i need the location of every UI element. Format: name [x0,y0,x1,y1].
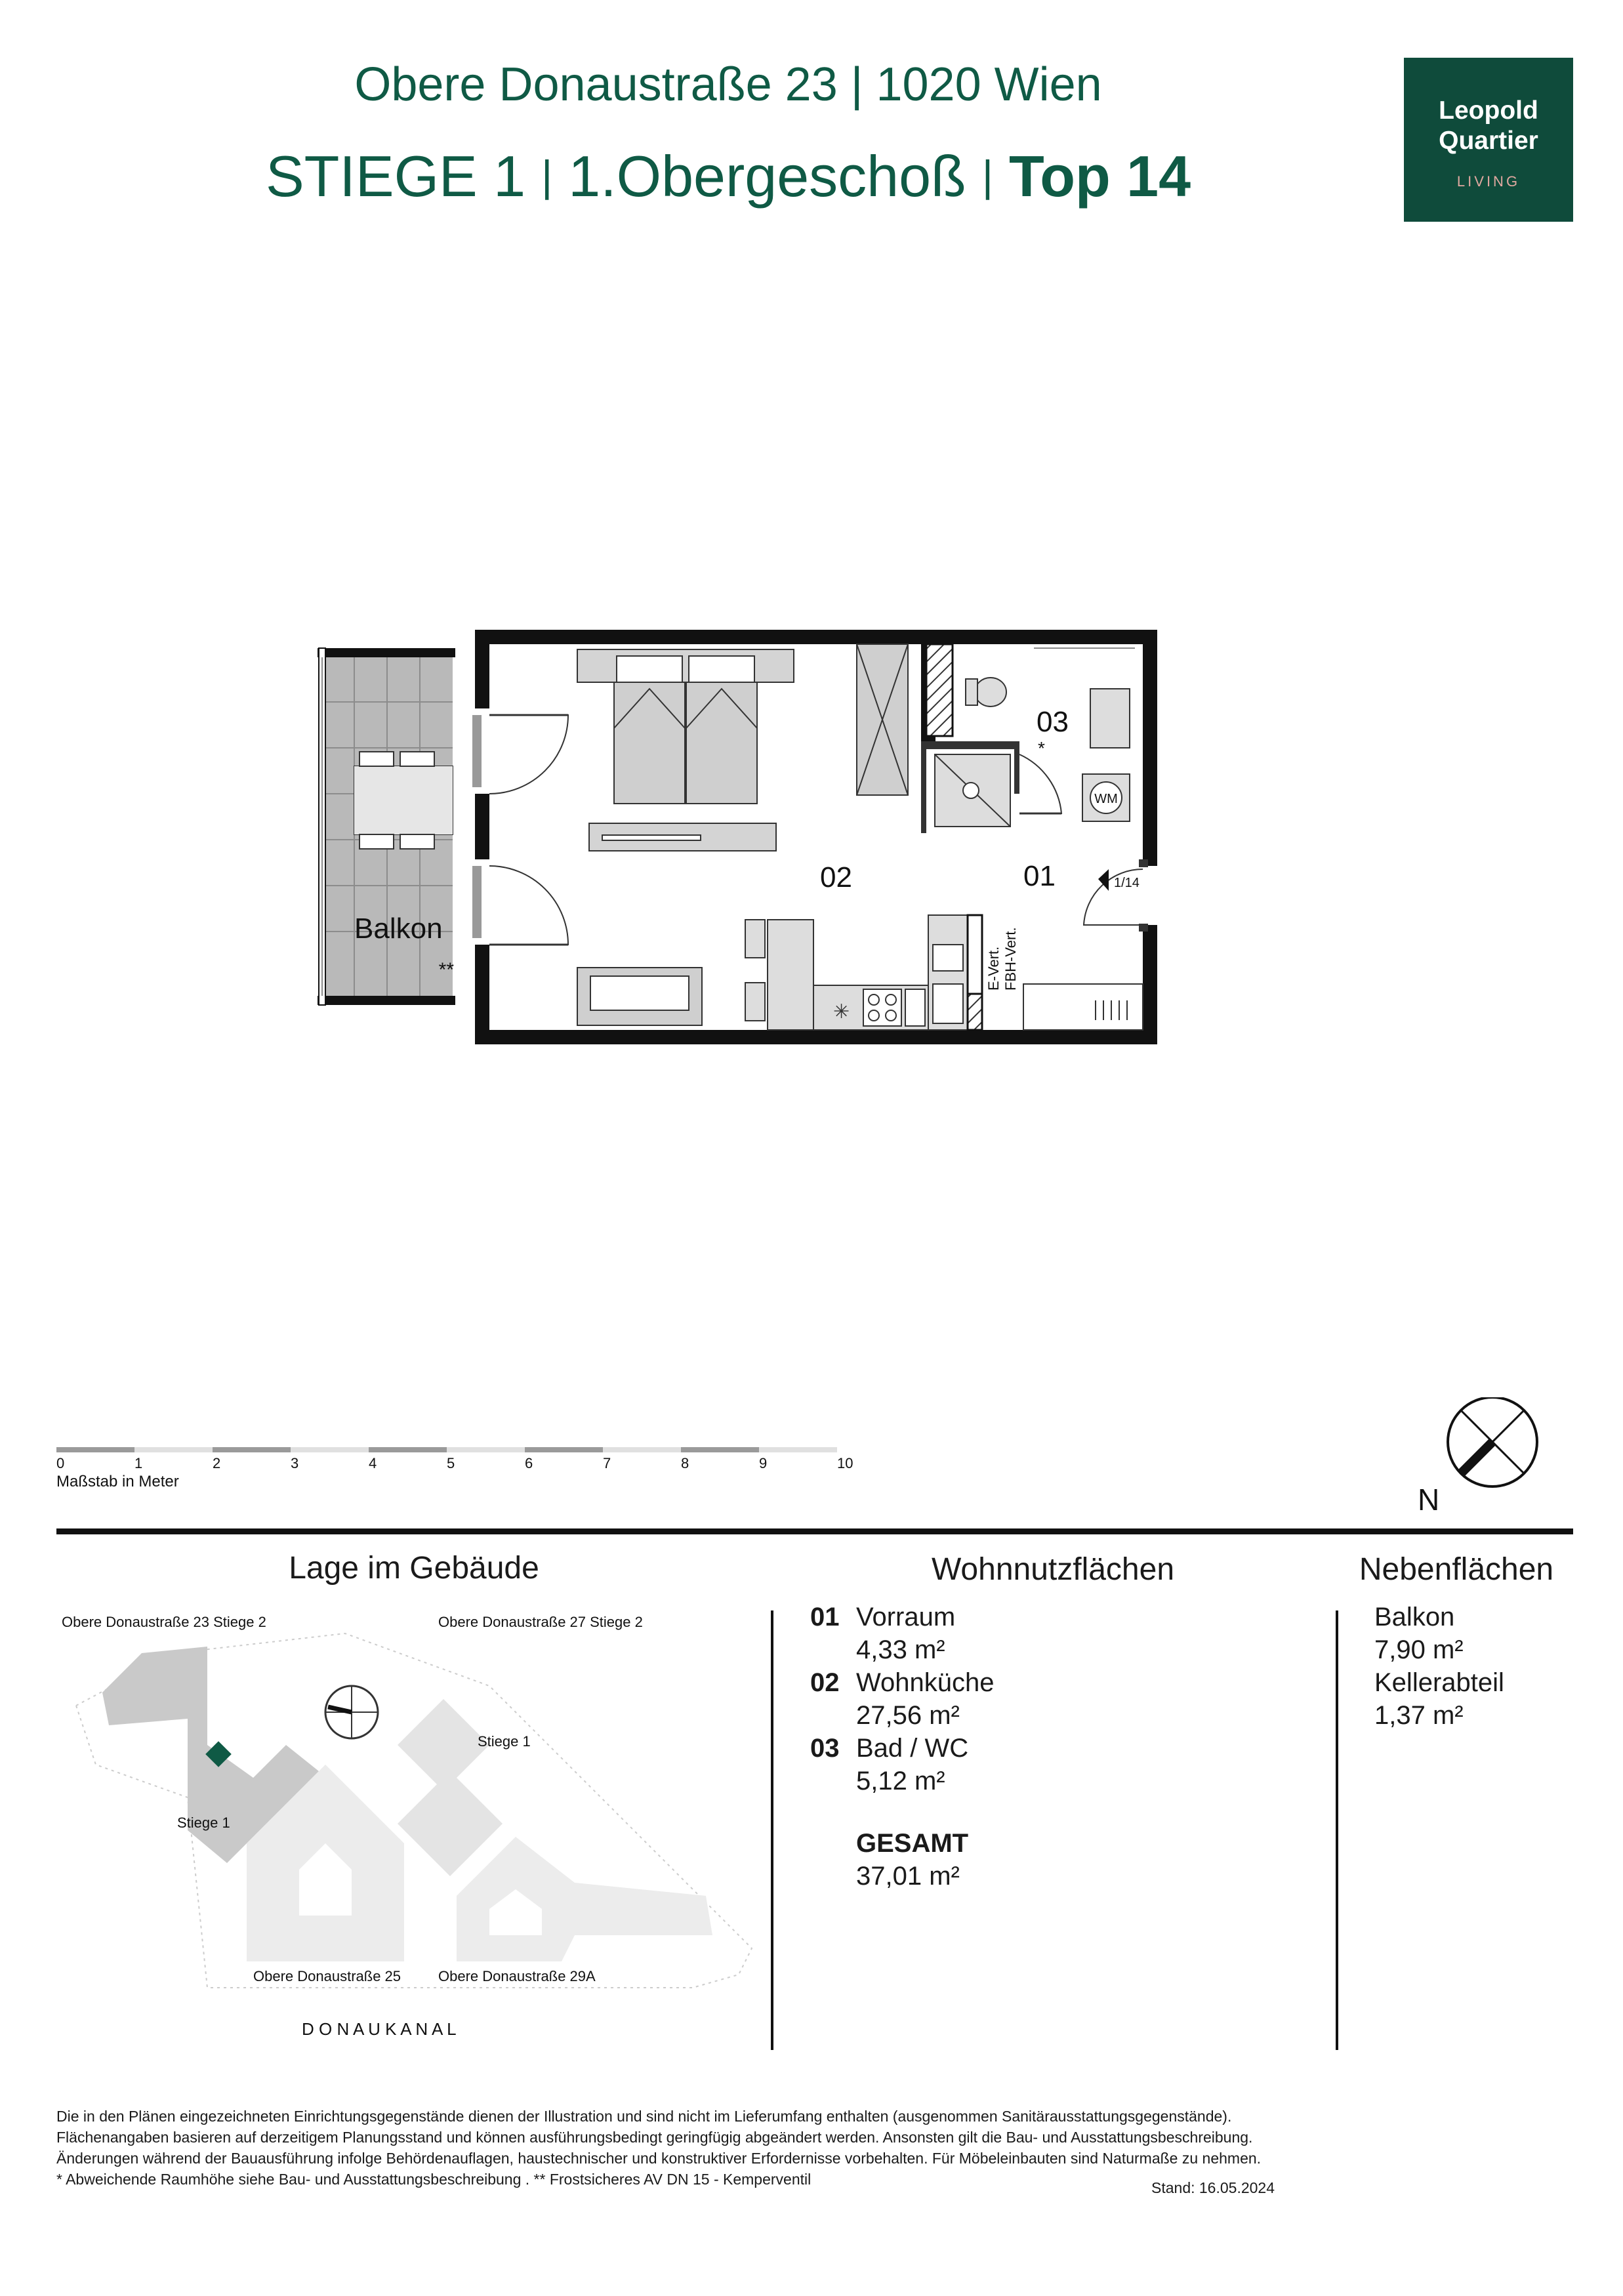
frost-valve-mark: ** [438,959,454,981]
sofa [577,968,702,1025]
scale-segments [56,1447,837,1452]
stand-date: Stand: 16.05.2024 [1151,2179,1275,2196]
wardrobe [857,644,908,795]
balcony [318,648,455,1005]
floor-label: 1.Obergeschoß [568,144,966,209]
kitchen [745,915,968,1030]
washing-machine-label: WM [1094,792,1118,806]
neben-name: Balkon [1374,1603,1455,1631]
shoe-cabinet [1023,984,1143,1030]
room-area: 27,56 m² [856,1701,960,1730]
room-area: 4,33 m² [856,1635,945,1664]
scale-tick-label: 0 [56,1455,65,1471]
ceiling-height-mark: * [1038,738,1045,758]
scale-bar [56,1443,883,1496]
north-compass-icon [1407,1397,1551,1515]
disclaimer-line: * Abweichende Raumhöhe siehe Bau- und Ausstattungsbeschreibung . ** Frostsicheres AV DN 15 - Kemperventil [56,2171,812,2188]
top-number: Top 14 [1008,144,1191,209]
bathroom [935,648,1135,827]
svg-text:✳: ✳ [833,1001,850,1023]
label-stiege1-left: Stiege 1 [177,1814,230,1831]
neben-area: 1,37 m² [1374,1701,1464,1730]
title-separator: | [981,152,993,200]
lage-heading: Lage im Gebäude [289,1551,539,1586]
scale-tick-label: 5 [447,1455,455,1471]
label-stiege1-right: Stiege 1 [478,1733,531,1750]
wohnflaechen-heading: Wohnnutzflächen [931,1552,1175,1587]
logo-line1: Leopold [1439,96,1538,125]
fbh-vert-label: FBH-Vert. [1002,927,1019,991]
scale-label: Maßstab in Meter [56,1473,179,1490]
room-name: Wohnküche [856,1668,995,1697]
entrance-label: 1/14 [1114,876,1140,890]
column-divider [1336,1610,1338,2050]
logo-line3: LIVING [1456,173,1521,190]
label-donaukanal: D O N A U K A N A L [302,2019,457,2039]
site-compass-icon [325,1686,378,1738]
room-entry [810,1601,995,1633]
scale-tick-label: 9 [759,1455,768,1471]
label-od27-stiege2: Obere Donaustraße 27 Stiege 2 [438,1614,643,1630]
label-od23-stiege2: Obere Donaustraße 23 Stiege 2 [62,1614,266,1630]
north-label: N [1418,1483,1440,1515]
room-number: 02 [810,1668,840,1697]
logo-line2: Quartier [1439,127,1538,155]
label-od25: Obere Donaustraße 25 [253,1968,401,1984]
neben-area: 7,90 m² [1374,1635,1464,1664]
disclaimer [56,2106,1261,2190]
building-od27 [398,1699,503,1876]
room-number-02: 02 [820,861,852,893]
room-number: 03 [810,1734,840,1763]
scale-tick-label: 4 [369,1455,377,1471]
column-divider [771,1610,773,2050]
double-bed [577,649,794,804]
scale-tick-label: 7 [603,1455,611,1471]
neben-list [1374,1601,1504,1732]
brand-logo [1404,58,1573,222]
site-plan [56,1607,765,2053]
scale-tick-label: 2 [213,1455,221,1471]
distribution-shaft [968,915,1019,1030]
scale-tick-label: 6 [525,1455,533,1471]
room-area: 5,12 m² [856,1767,945,1795]
building-od29a [457,1837,712,1961]
scale-tick-label: 10 [837,1455,853,1471]
disclaimer-line: Änderungen während der Bauausführung infolge Behördenauflagen, haustechnischer und konstruktiver Erfordernisse vorbehalten. Für Möbeleinbauten sind Naturmaße zu nehmen. [56,2150,1262,2167]
disclaimer-line: Die in den Plänen eingezeichneten Einrichtungsgegenstände dienen der Illustration und sind nicht im Lieferumfang enthalten (ausgenommen Sanitärausstattungsgegenstände). [56,2108,1232,2125]
entrance-door [1084,859,1157,932]
service-shaft [926,644,953,736]
room-number: 01 [810,1603,840,1631]
scale-tick-label: 8 [681,1455,689,1471]
room-entry [810,1666,995,1699]
total-area: 37,01 m² [856,1862,960,1891]
neben-name: Kellerabteil [1374,1668,1504,1697]
floor-plan [308,617,1174,1050]
room-name: Vorraum [856,1603,956,1631]
sideboard [589,823,776,851]
disclaimer-line: Flächenangaben basieren auf derzeitigem Planungsstand und können ausführungsbedingt geringfügig abgeändert werden. Ansonsten gilt die Bau- und Ausstattungsbeschreibung. [56,2129,1253,2146]
scale-tick-label: 3 [291,1455,299,1471]
section-divider [56,1528,1573,1534]
e-vert-label: E-Vert. [985,946,1002,991]
room-entry [810,1732,995,1765]
scale-tick-label: 1 [134,1455,143,1471]
stiege-label: STIEGE 1 [265,144,526,209]
title-separator: | [541,152,553,200]
room-list [810,1601,995,1797]
label-od29a: Obere Donaustraße 29A [438,1968,596,1984]
balkon-label: Balkon [354,912,443,945]
unit-title [0,143,1456,210]
nebenflaechen-heading: Nebenflächen [1359,1552,1554,1587]
address-line: Obere Donaustraße 23 | 1020 Wien [354,58,1102,111]
total-block [856,1827,968,1893]
total-label: GESAMT [856,1829,969,1858]
room-name: Bad / WC [856,1734,969,1763]
room-number-03: 03 [1037,706,1069,738]
room-number-01: 01 [1023,860,1056,892]
